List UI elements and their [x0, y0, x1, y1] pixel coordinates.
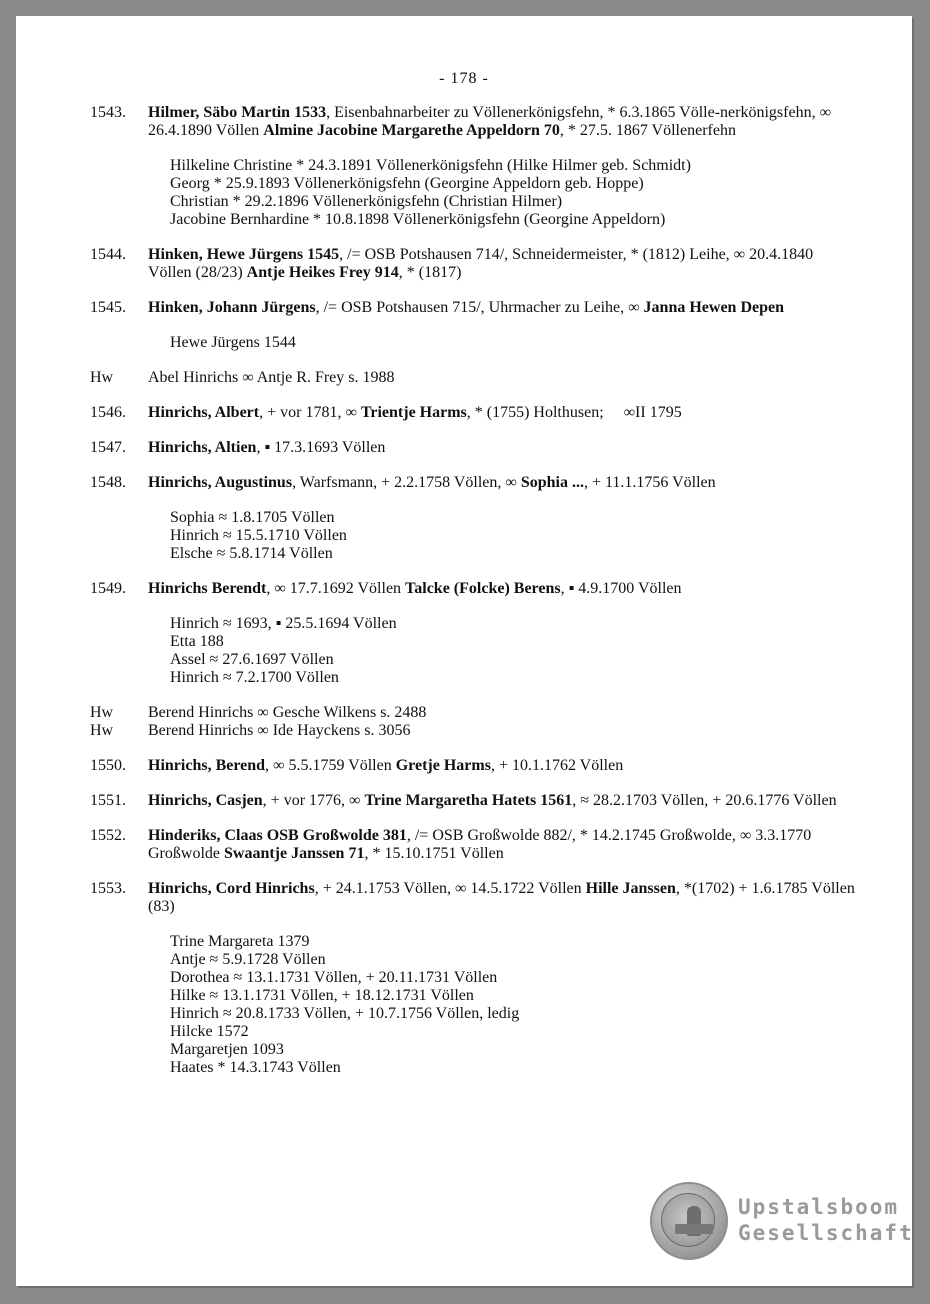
- genealogy-entry: [90, 104, 860, 229]
- entry-text: Hinken, Hewe Jürgens 1545, /= OSB Potshausen 714/, Schneidermeister, * (1812) Leihe, ∞ 20.4.1840 Völlen (28/23) Antje Heikes Frey 914, * (1817): [148, 246, 814, 281]
- entry-list: [90, 104, 860, 1094]
- child-item: Trine Margareta 1379: [170, 933, 310, 950]
- entry-text: Hinrichs, Augustinus, Warfsmann, + 2.2.1758 Völlen, ∞ Sophia ..., + 11.1.1756 Völlen: [148, 474, 716, 491]
- entry-text: Hinrichs, Casjen, + vor 1776, ∞ Trine Margaretha Hatets 1561, ≈ 28.2.1703 Völlen, + 20.6.1776 Völlen: [148, 792, 837, 809]
- child-item: Hilcke 1572: [170, 1023, 249, 1040]
- entry-number: 1543.: [90, 104, 126, 121]
- children-list: [148, 334, 860, 352]
- children-list: [148, 615, 860, 687]
- entry-number: 1551.: [90, 792, 126, 809]
- genealogy-entry: [90, 439, 860, 457]
- entry-number: 1545.: [90, 299, 126, 316]
- hw-reference: [90, 722, 860, 740]
- genealogy-entry: [90, 792, 860, 810]
- genealogy-entry: [90, 757, 860, 775]
- child-item: Hinrich ≈ 15.5.1710 Völlen: [170, 527, 347, 544]
- child-item: Hilkeline Christine * 24.3.1891 Völlenerkönigsfehn (Hilke Hilmer geb. Schmidt): [170, 157, 691, 174]
- entry-number: 1546.: [90, 404, 126, 421]
- children-list: [148, 933, 860, 1077]
- entry-text: Hinken, Johann Jürgens, /= OSB Potshausen 715/, Uhrmacher zu Leihe, ∞ Janna Hewen Depen: [148, 299, 784, 316]
- seal-icon: [650, 1182, 728, 1260]
- entry-text: Berend Hinrichs ∞ Ide Hayckens s. 3056: [148, 722, 411, 739]
- entry-text: Abel Hinrichs ∞ Antje R. Frey s. 1988: [148, 369, 395, 386]
- society-logo: [650, 1180, 914, 1260]
- entry-number: 1548.: [90, 474, 126, 491]
- entry-text: Hinrichs Berendt, ∞ 17.7.1692 Völlen Talcke (Folcke) Berens, ▪ 4.9.1700 Völlen: [148, 580, 682, 597]
- page-number: - 178 -: [439, 70, 489, 87]
- hw-reference: [90, 704, 860, 722]
- genealogy-entry: [90, 404, 860, 422]
- genealogy-entry: [90, 369, 860, 387]
- genealogy-entry: [90, 580, 860, 687]
- entry-number: 1552.: [90, 827, 126, 844]
- entry-text: Berend Hinrichs ∞ Gesche Wilkens s. 2488: [148, 704, 427, 721]
- entry-text: Hinrichs, Altien, ▪ 17.3.1693 Völlen: [148, 439, 386, 456]
- child-item: Sophia ≈ 1.8.1705 Völlen: [170, 509, 335, 526]
- child-item: Jacobine Bernhardine * 10.8.1898 Völlenerkönigsfehn (Georgine Appeldorn): [170, 211, 666, 228]
- entry-number: 1547.: [90, 439, 126, 456]
- genealogy-entry: [90, 827, 860, 863]
- entry-number: 1544.: [90, 246, 126, 263]
- children-list: [148, 509, 860, 563]
- entry-number: Hw: [90, 369, 114, 386]
- child-item: Antje ≈ 5.9.1728 Völlen: [170, 951, 326, 968]
- entry-text: Hinrichs, Albert, + vor 1781, ∞ Trientje Harms, * (1755) Holthusen; ∞II 1795: [148, 404, 682, 421]
- child-item: Elsche ≈ 5.8.1714 Völlen: [170, 545, 333, 562]
- genealogy-entry: [90, 474, 860, 563]
- child-item: Georg * 25.9.1893 Völlenerkönigsfehn (Georgine Appeldorn geb. Hoppe): [170, 175, 644, 192]
- entry-number: 1549.: [90, 580, 126, 597]
- entry-text: Hinrichs, Cord Hinrichs, + 24.1.1753 Völlen, ∞ 14.5.1722 Völlen Hille Janssen, *(1702) + 1.6.1785 Völlen (83): [148, 880, 855, 915]
- entry-number: 1553.: [90, 880, 126, 897]
- child-item: Hinrich ≈ 20.8.1733 Völlen, + 10.7.1756 Völlen, ledig: [170, 1005, 520, 1022]
- child-item: Hinrich ≈ 1693, ▪ 25.5.1694 Völlen: [170, 615, 397, 632]
- genealogy-entry: [90, 299, 860, 352]
- child-item: Christian * 29.2.1896 Völlenerkönigsfehn (Christian Hilmer): [170, 193, 563, 210]
- child-item: Etta 188: [170, 633, 224, 650]
- child-item: Hilke ≈ 13.1.1731 Völlen, + 18.12.1731 Völlen: [170, 987, 474, 1004]
- children-list: [148, 157, 860, 229]
- entry-text: Hilmer, Säbo Martin 1533, Eisenbahnarbeiter zu Völlenerkönigsfehn, * 6.3.1865 Völle-nerkönigsfehn, ∞ 26.4.1890 Völlen Almine Jacobine Margarethe Appeldorn 70, * 27.5. 1867 Völlenerfehn: [148, 104, 831, 139]
- child-item: Dorothea ≈ 13.1.1731 Völlen, + 20.11.1731 Völlen: [170, 969, 498, 986]
- entry-number: 1550.: [90, 757, 126, 774]
- society-name: Upstalsboom Gesellschaft: [738, 1195, 914, 1245]
- hw-reference-group: [90, 704, 860, 740]
- child-item: Hewe Jürgens 1544: [170, 334, 296, 351]
- child-item: Hinrich ≈ 7.2.1700 Völlen: [170, 669, 339, 686]
- entry-number: Hw: [90, 722, 114, 739]
- entry-text: Hinderiks, Claas OSB Großwolde 381, /= OSB Großwolde 882/, * 14.2.1745 Großwolde, ∞ 3.3.1770 Großwolde Swaantje Janssen 71, * 15.10.1751 Völlen: [148, 827, 812, 862]
- child-item: Haates * 14.3.1743 Völlen: [170, 1059, 341, 1076]
- entry-number: Hw: [90, 704, 114, 721]
- child-item: Margaretjen 1093: [170, 1041, 284, 1058]
- genealogy-entry: [90, 880, 860, 1077]
- entry-text: Hinrichs, Berend, ∞ 5.5.1759 Völlen Gretje Harms, + 10.1.1762 Völlen: [148, 757, 624, 774]
- genealogy-entry: [90, 246, 860, 282]
- child-item: Assel ≈ 27.6.1697 Völlen: [170, 651, 334, 668]
- document-page: [16, 16, 912, 1286]
